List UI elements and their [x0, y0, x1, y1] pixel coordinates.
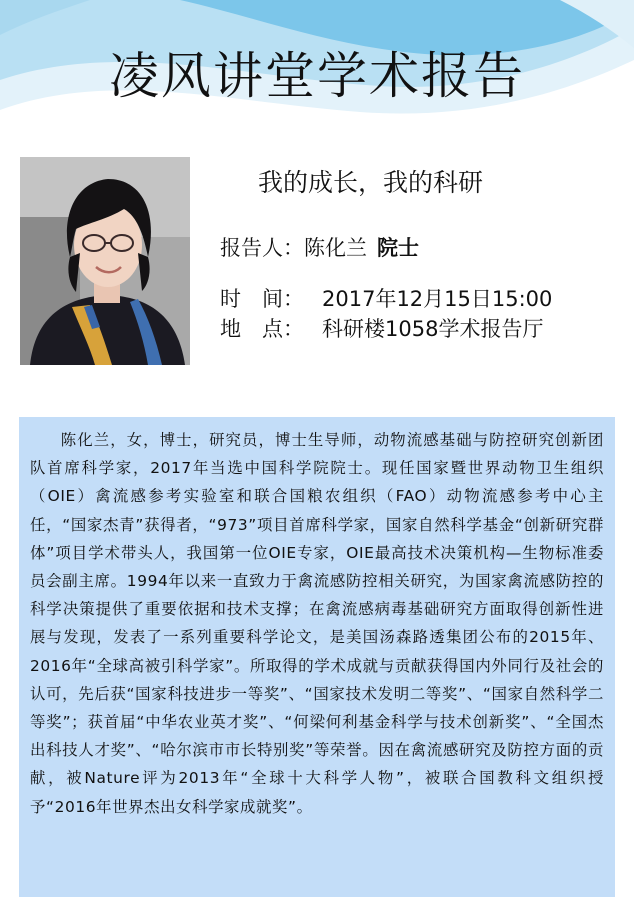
- speaker-name: 陈化兰: [304, 236, 367, 260]
- place-line: [220, 313, 543, 343]
- time-line: [220, 283, 552, 313]
- talk-subtitle: 我的成长，我的科研: [258, 168, 484, 197]
- place-label: 地 点：: [220, 317, 304, 341]
- speaker-photo: [20, 157, 190, 365]
- time-label: 时 间：: [220, 287, 304, 311]
- speaker-line: [220, 232, 419, 262]
- page-title: 凌风讲堂学术报告: [109, 47, 525, 105]
- speaker-bio-text: 陈化兰，女，博士，研究员，博士生导师，动物流感基础与防控研究创新团队首席科学家，2017年当选中国科学院院士。现任国家暨世界动物卫生组织（OIE）禽流感参考实验室和联合国粮农组织（FAO）动物流感参考中心主任，“国家杰青”获得者，“973”项目首席科学家，国家自然科学基金“创新研究群体”项目学术带头人，我国第一位OIE专家，OIE最高技术决策机构—生物标准委员会副主席。1994年以来一直致力于禽流感防控相关研究，为国家禽流感防控的科学决策提供了重要依据和技术支撑；在禽流感病毒基础研究方面取得创新性进展与发现，发表了一系列重要科学论文，是美国汤森路透集团公布的2015年、2016年“全球高被引科学家”。所取得的学术成就与贡献获得国内外同行及社会的认可，先后获“国家科技进步一等奖”、“国家技术发明二等奖”、“国家自然科学二等奖”；获首届“中华农业英才奖”、“何梁何利基金科学与技术创新奖”、“全国杰出科技人才奖”、“哈尔滨市市长特别奖”等荣誉。因在禽流感研究及防控方面的贡献，被Nature评为2013年“全球十大科学人物”，被联合国教科文组织授予“2016年世界杰出女科学家成就奖”。: [30, 431, 604, 816]
- speaker-title: 院士: [377, 236, 419, 260]
- time-value: 2017年12月15日15:00: [322, 287, 553, 311]
- speaker-label: 报告人：: [220, 236, 304, 260]
- speaker-bio-panel: [19, 417, 615, 897]
- place-value: 科研楼1058学术报告厅: [322, 317, 544, 341]
